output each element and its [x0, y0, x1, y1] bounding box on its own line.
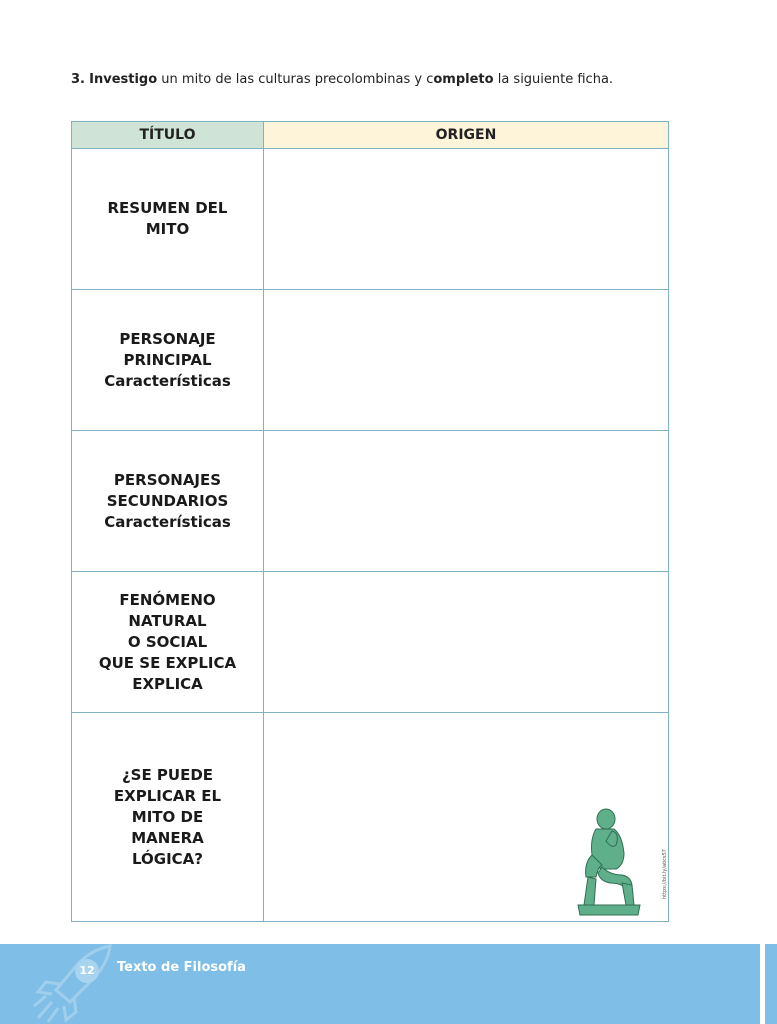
header-origen: ORIGEN: [264, 122, 669, 149]
instruction-number: 3.: [71, 72, 85, 87]
label-line: MANERA: [131, 828, 204, 847]
instruction-verb-completo: ompleto: [433, 72, 494, 87]
label-line: EXPLICAR EL: [113, 786, 222, 805]
label-line: SECUNDARIOS: [106, 491, 229, 510]
table-row-logica: [72, 713, 669, 922]
label-line: PERSONAJE: [119, 329, 216, 348]
row-label-fenomeno: [72, 572, 264, 713]
table-row-personajes-secundarios: [72, 431, 669, 572]
label-line: O SOCIAL: [127, 632, 208, 651]
header-titulo: TÍTULO: [72, 122, 264, 149]
instruction-verb-investigo: Investigo: [89, 72, 158, 87]
myth-worksheet-table: [71, 121, 669, 922]
thinker-statue-icon: [576, 805, 642, 917]
label-line: FENÓMENO: [119, 590, 216, 609]
table-row-personaje-principal: [72, 290, 669, 431]
label-line: MITO: [145, 220, 190, 238]
row-label-personaje-principal: [72, 290, 264, 431]
answer-cell-resumen[interactable]: [264, 149, 669, 290]
answer-cell-logica[interactable]: [264, 713, 669, 922]
answer-cell-personaje-principal[interactable]: [264, 290, 669, 431]
instruction-text-2: la siguiente ficha.: [493, 72, 614, 87]
image-credit: https://bit.ly/abcs57: [662, 848, 668, 899]
page-number: 12: [75, 959, 99, 983]
row-label-personajes-secundarios: [72, 431, 264, 572]
label-line: Características: [104, 371, 231, 390]
answer-cell-personajes-secundarios[interactable]: [264, 431, 669, 572]
table-header-row: [72, 122, 669, 149]
label-line: EXPLICA: [132, 674, 203, 693]
page-footer: [0, 944, 760, 1024]
label-line: NATURAL: [128, 611, 207, 630]
label-line: ¿SE PUEDE: [121, 765, 214, 784]
label-line: QUE SE EXPLICA: [98, 653, 237, 672]
label-line: PRINCIPAL: [123, 350, 212, 369]
label-line: MITO DE: [131, 807, 204, 826]
row-label-logica: [72, 713, 264, 922]
label-line: RESUMEN DEL: [107, 199, 228, 217]
footer-title: Texto de Filosofía: [117, 960, 246, 975]
table-row-fenomeno: [72, 572, 669, 713]
row-label-resumen: [72, 149, 264, 290]
rocket-icon: [30, 944, 120, 1024]
label-line: Características: [104, 512, 231, 531]
footer-edge: [765, 944, 777, 1024]
table-row-resumen: [72, 149, 669, 290]
answer-cell-fenomeno[interactable]: [264, 572, 669, 713]
instruction-text-1: un mito de las culturas precolombinas y c: [157, 72, 434, 87]
label-line: PERSONAJES: [113, 470, 222, 489]
label-line: LÓGICA?: [132, 849, 203, 868]
instruction-text: [71, 71, 711, 89]
